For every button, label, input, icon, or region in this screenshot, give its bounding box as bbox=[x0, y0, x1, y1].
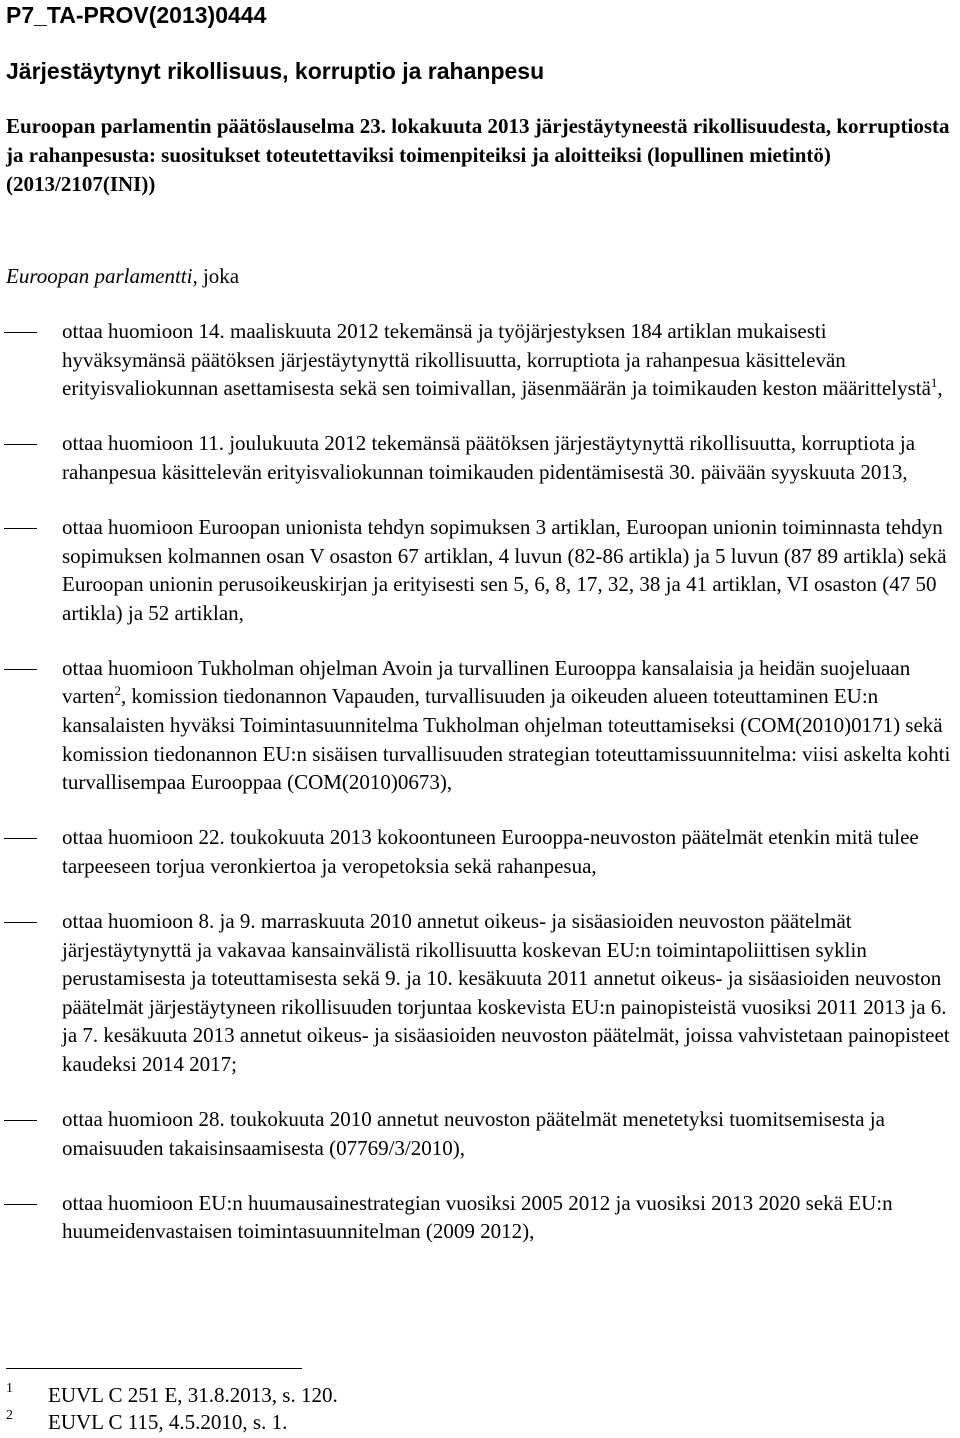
footnote-ref: 2 bbox=[114, 683, 121, 699]
footnote-separator bbox=[6, 1368, 302, 1369]
dash-bullet bbox=[4, 1105, 37, 1121]
recital-text: ottaa huomioon 28. toukokuuta 2010 annetut neuvoston päätelmät menetetyksi tuomitsemisesta ja omaisuuden takaisinsaamisesta (07769/3/2010), bbox=[62, 1107, 885, 1160]
dash-bullet bbox=[4, 907, 37, 923]
recital-text-after: , bbox=[937, 376, 943, 401]
document-reference: P7_TA-PROV(2013)0444 bbox=[6, 2, 267, 28]
recital-list bbox=[0, 317, 960, 1272]
recital-item bbox=[0, 1105, 954, 1162]
recital-text: ottaa huomioon 14. maaliskuuta 2012 tekemänsä ja työjärjestyksen 184 artiklan mukaisesti hyväksymänsä päätöksen järjestäytynyttä rikollisuutta, korruptiota ja rahanpesua käsittelevän erityisvaliokunnan asettamisesta sekä sen toimivallan, jäsenmäärän ja toimikauden keston määrittelystä bbox=[62, 319, 931, 401]
dash-bullet bbox=[4, 317, 37, 333]
footnote-number: 2 bbox=[6, 1408, 13, 1423]
recital-text: ottaa huomioon EU:n huumausainestrategian vuosiksi 2005 2012 ja vuosiksi 2013 2020 sekä EU:n huumeidenvastaisen toimintasuunnitelman (2009 2012), bbox=[62, 1190, 893, 1244]
recital-text: ottaa huomioon 22. toukokuuta 2013 kokoontuneen Eurooppa-neuvoston päätelmät etenkin mitä tulee tarpeeseen torjua veronkiertoa ja veropetoksia sekä rahanpesua, bbox=[62, 825, 919, 878]
recital-item bbox=[0, 513, 954, 627]
recital-text: ottaa huomioon 11. joulukuuta 2012 tekemänsä päätöksen järjestäytynyttä rikollisuutta, korruptiota ja rahanpesua käsittelevän erityisvaliokunnan toimikauden pidentämisestä 30. päivään syyskuuta 2013, bbox=[62, 431, 916, 484]
resolution-intro bbox=[6, 262, 239, 291]
footnote-ref: 1 bbox=[930, 375, 938, 391]
intro-parliament: Euroopan parlamentti bbox=[6, 264, 193, 288]
footnote-number: 1 bbox=[6, 1381, 13, 1396]
dash-bullet bbox=[4, 1189, 37, 1205]
recital-text: ottaa huomioon Tukholman ohjelman Avoin ja turvallinen Eurooppa kansalaisia ja heidän suojeluaan varten bbox=[62, 655, 911, 709]
dash-bullet bbox=[4, 654, 37, 670]
recital-text: ottaa huomioon Euroopan unionista tehdyn sopimuksen 3 artiklan, Euroopan unionin toiminnasta tehdyn sopimuksen kolmannen osan V osaston 67 artiklan, 4 luvun (82-86 artikla) ja 5 luvun (87 89 artikla) sekä Euroopan unionin perusoikeuskirjan ja erityisesti sen 5, 6, 8, 17, 32, 38 ja 41 artiklan, VI osaston (47 50 artikla) ja 52 artiklan, bbox=[62, 514, 947, 625]
intro-joka: , joka bbox=[192, 264, 240, 288]
recital-item bbox=[0, 907, 954, 1079]
recital-item bbox=[0, 317, 954, 403]
document-title: Järjestäytynyt rikollisuus, korruptio ja rahanpesu bbox=[6, 58, 545, 84]
dash-bullet bbox=[4, 513, 37, 529]
dash-bullet bbox=[4, 823, 37, 839]
resolution-subtitle: Euroopan parlamentin päätöslauselma 23. lokakuuta 2013 järjestäytyneestä rikollisuudesta, korruptiosta ja rahanpesusta: suositukset toteutettaviksi toimenpiteiksi ja aloitteiksi (lopullinen mietintö) (2013/2107(INI)) bbox=[6, 114, 950, 196]
recital-item bbox=[0, 654, 954, 797]
footnote-text: EUVL C 251 E, 31.8.2013, s. 120. bbox=[48, 1383, 338, 1407]
dash-bullet bbox=[4, 429, 37, 445]
recital-item bbox=[0, 1189, 954, 1246]
recital-text-after: , komission tiedonannon Vapauden, turvallisuuden ja oikeuden alueen toteuttaminen EU:n kansalaisten hyväksi Toimintasuunnitelma Tukholman ohjelman toteuttamiseksi (COM(2010)0171) sekä komission tiedonannon EU:n sisäisen turvallisuuden strategian toteuttamissuunnitelma: viisi askelta kohti turvallisempaa Eurooppaa (COM(2010)0673), bbox=[62, 684, 951, 795]
footnote-text: EUVL C 115, 4.5.2010, s. 1. bbox=[48, 1410, 288, 1434]
recital-item bbox=[0, 823, 954, 880]
recital-item bbox=[0, 429, 954, 486]
recital-text: ottaa huomioon 8. ja 9. marraskuuta 2010 annetut oikeus- ja sisäasioiden neuvoston päätelmät järjestäytynyttä ja vakavaa kansainvälistä rikollisuutta koskevan EU:n toimintapoliittisen syklin perustamisesta ja toteuttamisesta sekä 9. ja 10. kesäkuuta 2011 annetut oikeus- ja sisäasioiden neuvoston päätelmät järjestäytyneen rikollisuuden torjuntaa koskevista EU:n painopisteistä vuosiksi 2011 2013 ja 6. ja 7. kesäkuuta 2013 annetut oikeus- ja sisäasioiden neuvoston päätelmät, joissa vahvistetaan painopisteet kaudeksi 2014 2017; bbox=[62, 909, 950, 1076]
